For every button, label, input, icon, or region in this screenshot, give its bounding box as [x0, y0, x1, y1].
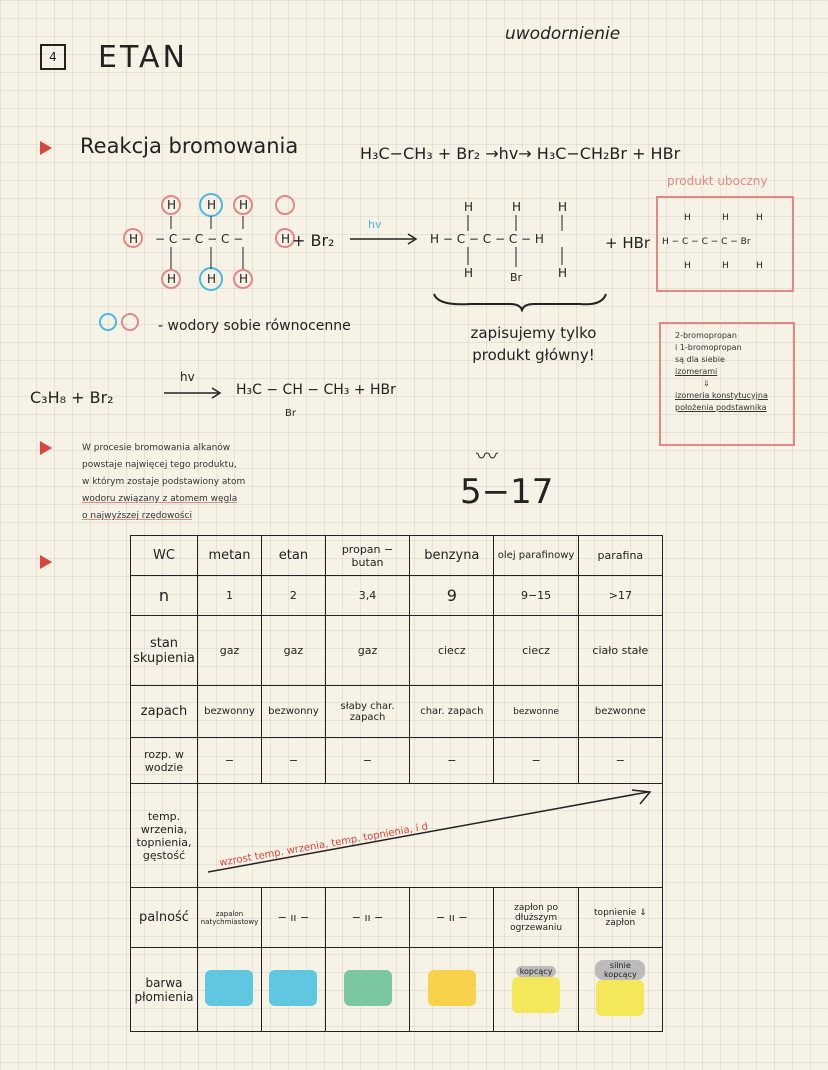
svg-text:Br: Br — [510, 271, 523, 284]
table-cell: − ıı − — [261, 888, 325, 948]
row-label: stan skupienia — [131, 616, 198, 686]
byproduct-structure-diagram — [658, 198, 792, 290]
rule-line: powstaje najwięcej tego produktu, — [82, 460, 237, 470]
table-header-cell: etan — [261, 536, 325, 576]
table-cell: bezwonny — [261, 686, 325, 738]
flame-color-cell — [410, 948, 494, 1032]
table-cell: bezwonny — [198, 686, 262, 738]
table-header-cell: WC — [131, 536, 198, 576]
row-label: barwa płomienia — [131, 948, 198, 1032]
table-header-row — [131, 536, 663, 576]
byproduct-box — [656, 196, 794, 292]
svg-text:H: H — [207, 272, 217, 286]
table-cell: ciało stałe — [578, 616, 662, 686]
range-squiggle: 〰 — [476, 445, 499, 470]
row-label: rozp. w wodzie — [131, 738, 198, 784]
table-cell: zapalon natychmiastowy — [198, 888, 262, 948]
brace-shape — [430, 292, 610, 312]
svg-text:H: H — [756, 213, 763, 223]
isomer-line: są dla siebie — [675, 355, 725, 364]
rule-line: w którym zostaje podstawiony atom — [82, 477, 246, 487]
table-cell: 3,4 — [325, 576, 409, 616]
isomer-line: ⇓ — [703, 379, 710, 388]
table-header-cell: olej parafinowy — [494, 536, 578, 576]
table-row-flame — [131, 948, 663, 1032]
table-cell: char. zapach — [410, 686, 494, 738]
table-row — [131, 686, 663, 738]
table-cell: bezwonne — [494, 686, 578, 738]
isomer-line: położenia podstawnika — [675, 403, 767, 412]
isomer-line: 2-bromopropan — [675, 331, 737, 340]
hv-label-2: hv — [180, 370, 195, 384]
temperature-trend-cell — [198, 784, 663, 888]
table-cell: − ıı − — [410, 888, 494, 948]
svg-text:H: H — [722, 261, 729, 271]
section-number-box — [40, 44, 66, 70]
flame-color-cell — [494, 948, 578, 1032]
flame-swatch — [428, 970, 476, 1006]
table-cell: − — [325, 738, 409, 784]
table-cell: ciecz — [410, 616, 494, 686]
table-cell: 1 — [198, 576, 262, 616]
table-cell: gaz — [261, 616, 325, 686]
ethane-equation: H₃C−CH₃ + Br₂ →hv→ H₃C−CH₂Br + HBr — [360, 144, 681, 163]
table-cell: 2 — [261, 576, 325, 616]
arrow-right-icon — [350, 232, 420, 246]
section-number: 4 — [49, 50, 57, 64]
table-cell: >17 — [578, 576, 662, 616]
svg-text:H: H — [167, 272, 177, 286]
propane-eq-right: H₃C − CH − CH₃ + HBr — [236, 382, 396, 398]
rule-line: o najwyższej rzędowości — [82, 511, 192, 521]
byproduct-label: produkt uboczny — [667, 174, 768, 188]
flame-swatch — [596, 980, 644, 1016]
row-label: zapach — [131, 686, 198, 738]
table-cell: zapłon po dłuższym ogrzewaniu — [494, 888, 578, 948]
plus-hbr: + HBr — [605, 234, 651, 252]
table-row — [131, 576, 663, 616]
flame-color-cell — [578, 948, 662, 1032]
bullet-triangle-icon — [40, 141, 52, 155]
table-cell: − — [578, 738, 662, 784]
table-header-cell: metan — [198, 536, 262, 576]
table-cell: − — [198, 738, 262, 784]
svg-text:H: H — [684, 213, 691, 223]
written-note: zapisujemy tylko produkt główny! — [470, 324, 597, 364]
svg-text:− C − C − C −: − C − C − C − — [155, 232, 244, 246]
flame-swatch — [344, 970, 392, 1006]
isomer-line: i 1-bromopropan — [675, 343, 742, 352]
table-header-cell: propan − butan — [325, 536, 409, 576]
flame-note: silnie kopcący — [595, 960, 645, 980]
table-cell: − ıı − — [325, 888, 409, 948]
rule-line: W procesie bromowania alkanów — [82, 443, 231, 453]
top-note: uwodornienie — [505, 24, 621, 44]
svg-text:H: H — [558, 266, 568, 280]
circles-legend-icon — [98, 310, 158, 340]
svg-text:H − C − C − C − Br: H − C − C − C − Br — [662, 237, 751, 247]
table-header-cell: parafina — [578, 536, 662, 576]
table-cell: 9−15 — [494, 576, 578, 616]
table-row — [131, 616, 663, 686]
bullet-triangle-icon — [40, 441, 52, 455]
flame-swatch — [205, 970, 253, 1006]
svg-text:H: H — [464, 200, 474, 214]
table-cell: gaz — [325, 616, 409, 686]
table-cell: topnienie ⇓ zapłon — [578, 888, 662, 948]
svg-text:H: H — [167, 198, 177, 212]
reaction-heading: Reakcja bromowania — [80, 134, 299, 158]
page-title: ETAN — [98, 40, 188, 75]
isomer-line: izomerami — [675, 367, 718, 376]
svg-text:H: H — [129, 232, 139, 246]
rule-line: wodoru związany z atomem węgla — [82, 494, 238, 504]
bullet-triangle-icon — [40, 555, 52, 569]
table-row — [131, 888, 663, 948]
svg-text:H: H — [239, 198, 249, 212]
trend-arrow-diagram — [200, 786, 660, 886]
svg-text:H: H — [464, 266, 474, 280]
table-cell: słaby char. zapach — [325, 686, 409, 738]
isomer-note — [661, 324, 793, 414]
properties-table — [130, 535, 663, 1032]
flame-color-cell — [198, 948, 262, 1032]
isomer-line: izomeria konstytucyjna — [675, 391, 768, 400]
svg-text:H − C − C − C − H: H − C − C − C − H — [430, 232, 544, 246]
isomer-note-box — [659, 322, 795, 446]
svg-text:H: H — [281, 232, 291, 246]
table-cell: 9 — [410, 576, 494, 616]
table-cell: − — [494, 738, 578, 784]
svg-text:H: H — [722, 213, 729, 223]
table-cell: − — [261, 738, 325, 784]
table-cell: ciecz — [494, 616, 578, 686]
flame-color-cell — [325, 948, 409, 1032]
hv-label-1: hv — [368, 218, 382, 231]
table-cell: − — [410, 738, 494, 784]
plus-br2: + Br₂ — [292, 231, 335, 250]
propane-br: Br — [285, 408, 296, 419]
svg-text:H: H — [684, 261, 691, 271]
flame-swatch — [269, 970, 317, 1006]
alkane-rule — [82, 440, 245, 525]
svg-text:H: H — [558, 200, 568, 214]
flame-note: kopcący — [516, 966, 557, 977]
table-row-temperature — [131, 784, 663, 888]
svg-text:H: H — [207, 198, 217, 212]
product-structure-diagram — [430, 195, 620, 295]
equivalence-note: - wodory sobie równocenne — [158, 318, 351, 334]
row-label: n — [131, 576, 198, 616]
table-header-cell: benzyna — [410, 536, 494, 576]
trend-arrow-text: wzrost temp. wrzenia, temp. topnienia, i d — [218, 820, 429, 869]
svg-text:H: H — [756, 261, 763, 271]
flame-swatch — [512, 977, 560, 1013]
svg-text:H: H — [512, 200, 522, 214]
arrow-right-icon — [164, 386, 224, 400]
table-cell: bezwonne — [578, 686, 662, 738]
table-row — [131, 738, 663, 784]
flame-color-cell — [261, 948, 325, 1032]
svg-text:H: H — [239, 272, 249, 286]
range-note: 5−17 — [460, 472, 554, 512]
table-cell: gaz — [198, 616, 262, 686]
propane-eq-left: C₃H₈ + Br₂ — [30, 388, 114, 407]
row-label: palność — [131, 888, 198, 948]
row-label: temp. wrzenia, topnienia, gęstość — [131, 784, 198, 888]
hydrogen-circle-red — [276, 196, 294, 214]
